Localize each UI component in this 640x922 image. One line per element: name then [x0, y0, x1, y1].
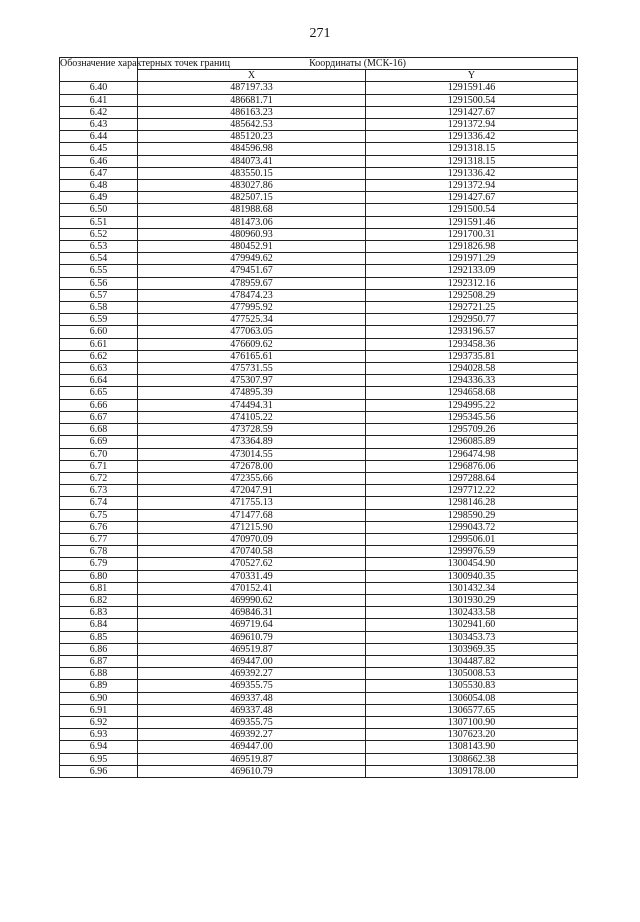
point-id-cell: 6.64	[60, 375, 138, 387]
x-value-cell: 469990.62	[138, 594, 366, 606]
point-id-cell: 6.46	[60, 155, 138, 167]
y-value-cell: 1291336.42	[366, 131, 578, 143]
table-body	[60, 82, 578, 778]
point-id-cell: 6.54	[60, 253, 138, 265]
table-row	[60, 704, 578, 716]
table-row	[60, 265, 578, 277]
y-value-cell: 1292508.29	[366, 289, 578, 301]
table-row	[60, 460, 578, 472]
point-id-cell: 6.94	[60, 741, 138, 753]
table-row	[60, 302, 578, 314]
x-value-cell: 482507.15	[138, 192, 366, 204]
point-id-cell: 6.88	[60, 668, 138, 680]
table-row	[60, 253, 578, 265]
point-id-cell: 6.79	[60, 558, 138, 570]
table-row	[60, 131, 578, 143]
table-row	[60, 546, 578, 558]
table-row	[60, 106, 578, 118]
point-id-cell: 6.65	[60, 387, 138, 399]
point-id-cell: 6.50	[60, 204, 138, 216]
point-id-cell: 6.71	[60, 460, 138, 472]
x-value-cell: 473728.59	[138, 424, 366, 436]
y-value-cell: 1291500.54	[366, 94, 578, 106]
point-id-cell: 6.78	[60, 546, 138, 558]
table-row	[60, 655, 578, 667]
x-value-cell: 474895.39	[138, 387, 366, 399]
header-y: Y	[366, 70, 578, 82]
table-row	[60, 411, 578, 423]
x-value-cell: 469337.48	[138, 692, 366, 704]
y-value-cell: 1291500.54	[366, 204, 578, 216]
x-value-cell: 483027.86	[138, 180, 366, 192]
x-value-cell: 469392.27	[138, 668, 366, 680]
y-value-cell: 1293196.57	[366, 326, 578, 338]
y-value-cell: 1293735.81	[366, 350, 578, 362]
page-number: 271	[309, 26, 331, 41]
y-value-cell: 1293458.36	[366, 338, 578, 350]
x-value-cell: 471477.68	[138, 509, 366, 521]
y-value-cell: 1306577.65	[366, 704, 578, 716]
x-value-cell: 480960.93	[138, 228, 366, 240]
x-value-cell: 471215.90	[138, 521, 366, 533]
x-value-cell: 485642.53	[138, 119, 366, 131]
table-row	[60, 472, 578, 484]
y-value-cell: 1304487.82	[366, 655, 578, 667]
point-id-cell: 6.57	[60, 289, 138, 301]
table-row	[60, 387, 578, 399]
point-id-cell: 6.48	[60, 180, 138, 192]
point-id-cell: 6.62	[60, 350, 138, 362]
table-row	[60, 424, 578, 436]
table-row	[60, 607, 578, 619]
x-value-cell: 470527.62	[138, 558, 366, 570]
point-id-cell: 6.66	[60, 399, 138, 411]
point-id-cell: 6.69	[60, 436, 138, 448]
y-value-cell: 1294028.58	[366, 363, 578, 375]
point-id-cell: 6.82	[60, 594, 138, 606]
table-row	[60, 143, 578, 155]
x-value-cell: 473364.89	[138, 436, 366, 448]
point-id-cell: 6.53	[60, 241, 138, 253]
y-value-cell: 1296876.06	[366, 460, 578, 472]
coordinates-table	[59, 57, 578, 778]
y-value-cell: 1297288.64	[366, 472, 578, 484]
x-value-cell: 481473.06	[138, 216, 366, 228]
point-id-cell: 6.56	[60, 277, 138, 289]
table-row	[60, 119, 578, 131]
point-id-cell: 6.89	[60, 680, 138, 692]
point-id-cell: 6.47	[60, 167, 138, 179]
point-id-cell: 6.68	[60, 424, 138, 436]
point-id-cell: 6.42	[60, 106, 138, 118]
point-id-cell: 6.43	[60, 119, 138, 131]
table-row	[60, 497, 578, 509]
point-id-cell: 6.81	[60, 582, 138, 594]
table-row	[60, 582, 578, 594]
table-row	[60, 668, 578, 680]
x-value-cell: 470970.09	[138, 533, 366, 545]
table-row	[60, 192, 578, 204]
y-value-cell: 1291318.15	[366, 155, 578, 167]
point-id-cell: 6.60	[60, 326, 138, 338]
table-row	[60, 594, 578, 606]
y-value-cell: 1295709.26	[366, 424, 578, 436]
table-row	[60, 216, 578, 228]
y-value-cell: 1305008.53	[366, 668, 578, 680]
y-value-cell: 1299976.59	[366, 546, 578, 558]
y-value-cell: 1300454.90	[366, 558, 578, 570]
y-value-cell: 1307623.20	[366, 729, 578, 741]
x-value-cell: 476165.61	[138, 350, 366, 362]
point-id-cell: 6.72	[60, 472, 138, 484]
point-id-cell: 6.91	[60, 704, 138, 716]
table-row	[60, 692, 578, 704]
x-value-cell: 469355.75	[138, 716, 366, 728]
y-value-cell: 1291372.94	[366, 119, 578, 131]
table-row	[60, 509, 578, 521]
table-row	[60, 716, 578, 728]
y-value-cell: 1299043.72	[366, 521, 578, 533]
y-value-cell: 1291700.31	[366, 228, 578, 240]
x-value-cell: 469846.31	[138, 607, 366, 619]
x-value-cell: 485120.23	[138, 131, 366, 143]
point-id-cell: 6.63	[60, 363, 138, 375]
x-value-cell: 481988.68	[138, 204, 366, 216]
table-row	[60, 753, 578, 765]
y-value-cell: 1291591.46	[366, 216, 578, 228]
table-row	[60, 570, 578, 582]
y-value-cell: 1303453.73	[366, 631, 578, 643]
point-id-cell: 6.77	[60, 533, 138, 545]
point-id-cell: 6.58	[60, 302, 138, 314]
y-value-cell: 1300940.35	[366, 570, 578, 582]
y-value-cell: 1292312.16	[366, 277, 578, 289]
point-id-cell: 6.59	[60, 314, 138, 326]
point-id-cell: 6.44	[60, 131, 138, 143]
y-value-cell: 1308662.38	[366, 753, 578, 765]
y-value-cell: 1305530.83	[366, 680, 578, 692]
y-value-cell: 1291591.46	[366, 82, 578, 94]
table-row	[60, 228, 578, 240]
point-id-cell: 6.96	[60, 765, 138, 777]
point-id-cell: 6.86	[60, 643, 138, 655]
table-row	[60, 619, 578, 631]
y-value-cell: 1307100.90	[366, 716, 578, 728]
x-value-cell: 475307.97	[138, 375, 366, 387]
x-value-cell: 479451.67	[138, 265, 366, 277]
x-value-cell: 477525.34	[138, 314, 366, 326]
y-value-cell: 1291318.15	[366, 143, 578, 155]
x-value-cell: 469447.00	[138, 741, 366, 753]
table-row	[60, 155, 578, 167]
y-value-cell: 1295345.56	[366, 411, 578, 423]
x-value-cell: 484596.98	[138, 143, 366, 155]
table-row	[60, 314, 578, 326]
point-id-cell: 6.92	[60, 716, 138, 728]
y-value-cell: 1303969.35	[366, 643, 578, 655]
y-value-cell: 1297712.22	[366, 485, 578, 497]
table-row	[60, 375, 578, 387]
table-row	[60, 350, 578, 362]
y-value-cell: 1301432.34	[366, 582, 578, 594]
x-value-cell: 487197.33	[138, 82, 366, 94]
x-value-cell: 469337.48	[138, 704, 366, 716]
x-value-cell: 479949.62	[138, 253, 366, 265]
y-value-cell: 1291826.98	[366, 241, 578, 253]
point-id-cell: 6.85	[60, 631, 138, 643]
y-value-cell: 1291427.67	[366, 106, 578, 118]
y-value-cell: 1309178.00	[366, 765, 578, 777]
table-row	[60, 167, 578, 179]
table-row	[60, 94, 578, 106]
table-row	[60, 765, 578, 777]
table-row	[60, 436, 578, 448]
point-id-cell: 6.61	[60, 338, 138, 350]
x-value-cell: 469610.79	[138, 631, 366, 643]
x-value-cell: 472355.66	[138, 472, 366, 484]
x-value-cell: 469519.87	[138, 643, 366, 655]
y-value-cell: 1291372.94	[366, 180, 578, 192]
y-value-cell: 1291971.29	[366, 253, 578, 265]
y-value-cell: 1294336.33	[366, 375, 578, 387]
table-row	[60, 521, 578, 533]
header-coordinates: Координаты (МСК-16)	[138, 58, 578, 70]
x-value-cell: 475731.55	[138, 363, 366, 375]
y-value-cell: 1291336.42	[366, 167, 578, 179]
point-id-cell: 6.51	[60, 216, 138, 228]
x-value-cell: 469392.27	[138, 729, 366, 741]
table-row	[60, 180, 578, 192]
point-id-cell: 6.40	[60, 82, 138, 94]
table-row	[60, 241, 578, 253]
point-id-cell: 6.83	[60, 607, 138, 619]
y-value-cell: 1301930.29	[366, 594, 578, 606]
x-value-cell: 486163.23	[138, 106, 366, 118]
x-value-cell: 470740.58	[138, 546, 366, 558]
x-value-cell: 470331.49	[138, 570, 366, 582]
table-row	[60, 448, 578, 460]
y-value-cell: 1308143.90	[366, 741, 578, 753]
table-row	[60, 338, 578, 350]
y-value-cell: 1298590.29	[366, 509, 578, 521]
y-value-cell: 1302433.58	[366, 607, 578, 619]
point-id-cell: 6.75	[60, 509, 138, 521]
table-row	[60, 399, 578, 411]
table-row	[60, 485, 578, 497]
y-value-cell: 1306054.08	[366, 692, 578, 704]
table-row	[60, 680, 578, 692]
x-value-cell: 469355.75	[138, 680, 366, 692]
table-row	[60, 741, 578, 753]
y-value-cell: 1292133.09	[366, 265, 578, 277]
table-row	[60, 277, 578, 289]
x-value-cell: 476609.62	[138, 338, 366, 350]
point-id-cell: 6.74	[60, 497, 138, 509]
x-value-cell: 486681.71	[138, 94, 366, 106]
point-id-cell: 6.67	[60, 411, 138, 423]
point-id-cell: 6.90	[60, 692, 138, 704]
x-value-cell: 484073.41	[138, 155, 366, 167]
x-value-cell: 470152.41	[138, 582, 366, 594]
point-id-cell: 6.87	[60, 655, 138, 667]
table-row	[60, 533, 578, 545]
y-value-cell: 1296474.98	[366, 448, 578, 460]
x-value-cell: 483550.15	[138, 167, 366, 179]
y-value-cell: 1292950.77	[366, 314, 578, 326]
y-value-cell: 1294658.68	[366, 387, 578, 399]
x-value-cell: 469610.79	[138, 765, 366, 777]
table-row	[60, 558, 578, 570]
point-id-cell: 6.70	[60, 448, 138, 460]
x-value-cell: 478959.67	[138, 277, 366, 289]
y-value-cell: 1292721.25	[366, 302, 578, 314]
y-value-cell: 1296085.89	[366, 436, 578, 448]
x-value-cell: 477995.92	[138, 302, 366, 314]
table-row	[60, 643, 578, 655]
point-id-cell: 6.41	[60, 94, 138, 106]
x-value-cell: 477063.05	[138, 326, 366, 338]
table-row	[60, 631, 578, 643]
header-point-designation: Обозначение характерных точек границ	[60, 58, 138, 82]
x-value-cell: 472047.91	[138, 485, 366, 497]
table-row	[60, 326, 578, 338]
header-x: X	[138, 70, 366, 82]
x-value-cell: 473014.55	[138, 448, 366, 460]
y-value-cell: 1291427.67	[366, 192, 578, 204]
point-id-cell: 6.93	[60, 729, 138, 741]
point-id-cell: 6.55	[60, 265, 138, 277]
table-row	[60, 729, 578, 741]
y-value-cell: 1298146.28	[366, 497, 578, 509]
table-row	[60, 289, 578, 301]
y-value-cell: 1294995.22	[366, 399, 578, 411]
x-value-cell: 478474.23	[138, 289, 366, 301]
point-id-cell: 6.52	[60, 228, 138, 240]
point-id-cell: 6.84	[60, 619, 138, 631]
point-id-cell: 6.49	[60, 192, 138, 204]
y-value-cell: 1302941.60	[366, 619, 578, 631]
point-id-cell: 6.80	[60, 570, 138, 582]
table-row	[60, 82, 578, 94]
x-value-cell: 472678.00	[138, 460, 366, 472]
x-value-cell: 469719.64	[138, 619, 366, 631]
x-value-cell: 474105.22	[138, 411, 366, 423]
point-id-cell: 6.45	[60, 143, 138, 155]
table-row	[60, 204, 578, 216]
x-value-cell: 469519.87	[138, 753, 366, 765]
table-row	[60, 363, 578, 375]
x-value-cell: 469447.00	[138, 655, 366, 667]
point-id-cell: 6.76	[60, 521, 138, 533]
x-value-cell: 480452.91	[138, 241, 366, 253]
point-id-cell: 6.95	[60, 753, 138, 765]
x-value-cell: 474494.31	[138, 399, 366, 411]
x-value-cell: 471755.13	[138, 497, 366, 509]
point-id-cell: 6.73	[60, 485, 138, 497]
y-value-cell: 1299506.01	[366, 533, 578, 545]
